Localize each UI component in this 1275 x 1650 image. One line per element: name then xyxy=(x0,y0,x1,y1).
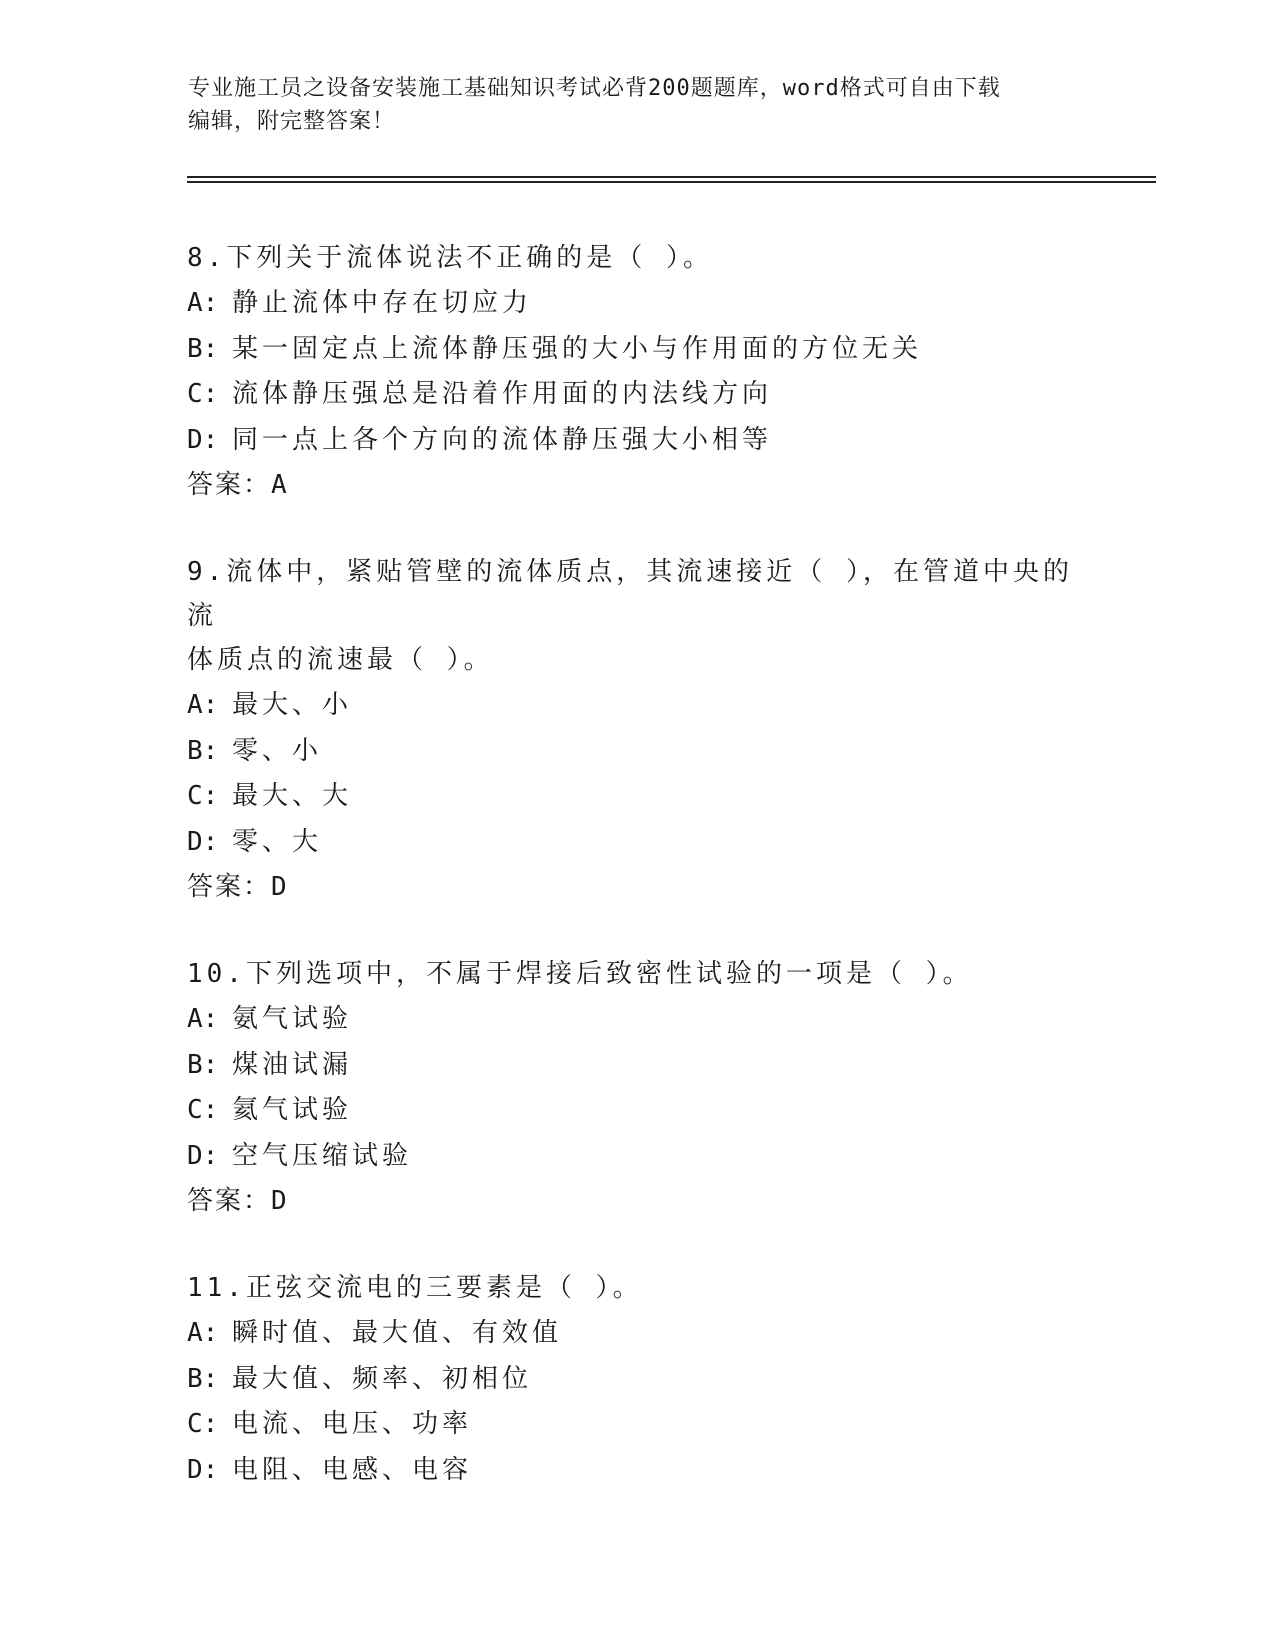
question-list xyxy=(187,236,1087,1535)
option-text: 空气压缩试验 xyxy=(232,1140,413,1171)
answer-label: 答案： xyxy=(187,1186,272,1216)
option-label: B: xyxy=(187,1049,219,1080)
answer-label: 答案： xyxy=(187,470,272,500)
answer-value: A xyxy=(271,470,287,500)
option-label: C: xyxy=(187,1409,219,1439)
option-label: A: xyxy=(187,1318,219,1348)
question-8 xyxy=(187,236,1087,508)
option-text: 煤油试漏 xyxy=(232,1049,353,1080)
option-text: 电流、电压、功率 xyxy=(232,1409,473,1439)
option-a xyxy=(187,683,1087,729)
option-b xyxy=(187,327,1087,373)
question-11 xyxy=(187,1266,1087,1493)
answer-line xyxy=(187,1179,1087,1224)
option-text: 同一点上各个方向的流体静压强大小相等 xyxy=(232,424,773,455)
option-a xyxy=(187,281,1087,327)
option-text: 最大值、频率、初相位 xyxy=(232,1363,533,1394)
header-line-1: 专业施工员之设备安装施工基础知识考试必背200题题库，word格式可自由下载 xyxy=(188,76,1001,101)
question-text-line-2: 体质点的流速最（ ）。 xyxy=(187,645,494,675)
answer-line xyxy=(187,463,1087,508)
answer-line xyxy=(187,865,1087,910)
option-label: D: xyxy=(187,826,219,857)
option-label: B: xyxy=(187,333,219,364)
option-label: C: xyxy=(187,781,219,811)
option-text: 零、小 xyxy=(232,735,323,766)
option-text: 静止流体中存在切应力 xyxy=(232,288,533,318)
option-label: D: xyxy=(187,1454,219,1485)
answer-value: D xyxy=(271,1186,287,1216)
option-c xyxy=(187,1402,1087,1448)
option-label: D: xyxy=(187,1140,219,1171)
option-b xyxy=(187,1043,1087,1089)
answer-value: D xyxy=(271,872,287,902)
header-rule-bottom xyxy=(187,181,1156,183)
option-label: D: xyxy=(187,424,219,455)
option-label: A: xyxy=(187,1004,219,1034)
option-text: 氦气试验 xyxy=(232,1095,353,1125)
option-b xyxy=(187,729,1087,775)
question-10 xyxy=(187,952,1087,1224)
option-text: 最大、小 xyxy=(232,690,353,720)
option-a xyxy=(187,997,1087,1043)
option-c xyxy=(187,774,1087,820)
option-label: B: xyxy=(187,1363,219,1394)
option-a xyxy=(187,1311,1087,1357)
option-text: 瞬时值、最大值、有效值 xyxy=(232,1318,563,1348)
document-header xyxy=(188,72,1088,138)
option-label: C: xyxy=(187,1095,219,1125)
option-c xyxy=(187,372,1087,418)
question-9 xyxy=(187,550,1087,910)
option-text: 电阻、电感、电容 xyxy=(232,1454,473,1485)
option-text: 某一固定点上流体静压强的大小与作用面的方位无关 xyxy=(232,333,923,364)
option-text: 最大、大 xyxy=(232,781,353,811)
option-c xyxy=(187,1088,1087,1134)
option-text: 氨气试验 xyxy=(232,1004,353,1034)
header-line-2: 编辑，附完整答案！ xyxy=(188,109,396,134)
option-d xyxy=(187,418,1087,464)
option-d xyxy=(187,820,1087,866)
question-text: 10.下列选项中，不属于焊接后致密性试验的一项是（ ）。 xyxy=(187,959,973,989)
option-text: 流体静压强总是沿着作用面的内法线方向 xyxy=(232,379,773,409)
option-d xyxy=(187,1448,1087,1494)
option-b xyxy=(187,1357,1087,1403)
option-label: A: xyxy=(187,288,219,318)
answer-label: 答案： xyxy=(187,872,272,902)
question-text-line-1: 9.流体中，紧贴管壁的流体质点，其流速接近（ ），在管道中央的流 xyxy=(187,557,1073,631)
option-text: 零、大 xyxy=(232,826,323,857)
option-label: C: xyxy=(187,379,219,409)
question-text: 8.下列关于流体说法不正确的是（ ）。 xyxy=(187,243,713,273)
question-text xyxy=(187,550,1087,682)
option-label: A: xyxy=(187,690,219,720)
question-text: 11.正弦交流电的三要素是（ ）。 xyxy=(187,1273,643,1303)
option-d xyxy=(187,1134,1087,1180)
option-label: B: xyxy=(187,735,219,766)
header-rule-top xyxy=(187,176,1156,178)
